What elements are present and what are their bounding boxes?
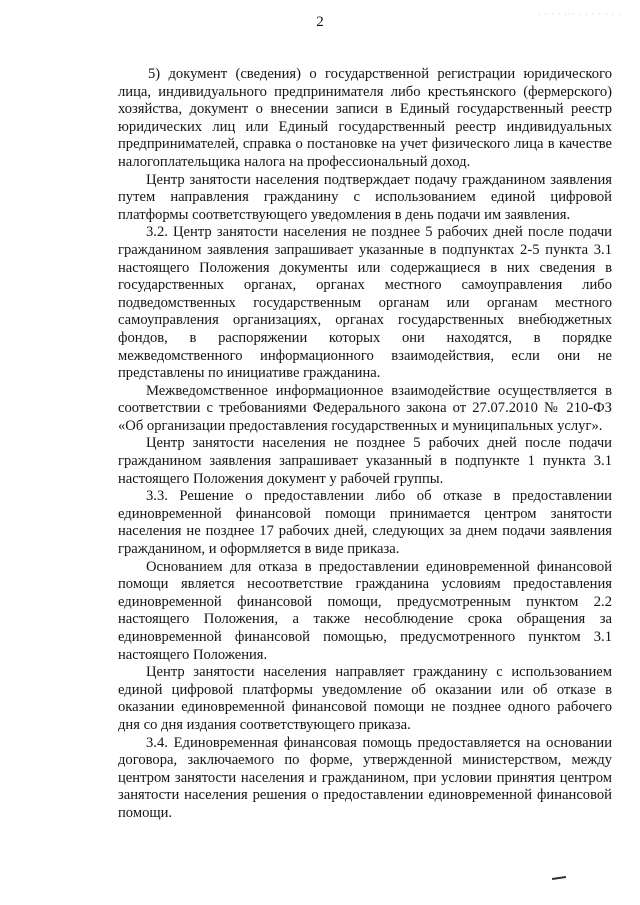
paragraph-interagency-interaction: Межведомственное информационное взаимодействие осуществляется в соответствии с требованиями Федерального закона от 27.07.2010 № 210-ФЗ «Об организации предоставления государственных и муниципальных услуг». bbox=[118, 382, 612, 434]
paragraph-3-3: 3.3. Решение о предоставлении либо об отказе в предоставлении единовременной финансовой помощи принимается центром занятости населения не позднее 17 рабочих дней, следующих за днем подачи заявления гражданином, и оформляется в виде приказа. bbox=[118, 488, 612, 558]
scan-mark bbox=[552, 876, 566, 880]
paragraph-3-4: 3.4. Единовременная финансовая помощь предоставляется на основании договора, заключаемого по форме, утвержденной министерством, между центром занятости населения и гражданином, при условии принятия центром занятости населения решения о предоставлении единовременной финансовой помощи. bbox=[118, 734, 612, 821]
paragraph-refusal-grounds: Основанием для отказа в предоставлении единовременной финансовой помощи является несоответствие гражданина условиям предоставления единовременной финансовой помощи, предусмотренным пунктом 2.2 настоящего Положения, а также несоблюдение срока обращения за единовременной финансовой помощью, предусмотренного пунктом 3.1 настоящего Положения. bbox=[118, 558, 612, 663]
page-number: 2 bbox=[316, 14, 324, 30]
paragraph-item-5-document: 5) документ (сведения) о государственной регистрации юридического лица, индивидуального предпринимателя либо крестьянского (фермерского) хозяйства, документ о внесении записи в Единый государственный реестр юридических лиц или Единый государственный реестр индивидуальных предпринимателей, справка о постановке на учет физического лица в качестве налогоплательщика налога на профессиональный доход. bbox=[118, 66, 612, 170]
paragraph-notification: Центр занятости населения направляет гражданину с использованием единой цифровой платформы уведомление об оказании или об отказе в оказании единовременной финансовой помощи не позднее одного рабочего дня со дня издания соответствующего приказа. bbox=[118, 664, 612, 733]
paragraph-application-confirmation: Центр занятости населения подтверждает подачу гражданином заявления путем направления гражданину с использованием единой цифровой платформы соответствующего уведомления в день подачи им заявления. bbox=[118, 171, 612, 223]
paragraph-working-group-request: Центр занятости населения не позднее 5 рабочих дней после подачи гражданином заявления запрашивает указанный в подпункте 1 пункта 3.1 настоящего Положения документ у рабочей группы. bbox=[118, 435, 612, 487]
scan-header-noise: · · · · ··· · · · · · · · bbox=[537, 10, 622, 19]
document-body bbox=[118, 66, 612, 823]
paragraph-3-2: 3.2. Центр занятости населения не позднее 5 рабочих дней после подачи гражданином заявления запрашивает указанные в подпунктах 2-5 пункта 3.1 настоящего Положения документы или содержащиеся в них сведения в государственных органах, органах местного самоуправления либо подведомственных государственным органам или органам местного самоуправления организациях, органах государственных внебюджетных фондов, в распоряжении которых они находятся, в порядке межведомственного информационного взаимодействия, если они не представлены по инициативе гражданина. bbox=[118, 224, 612, 382]
